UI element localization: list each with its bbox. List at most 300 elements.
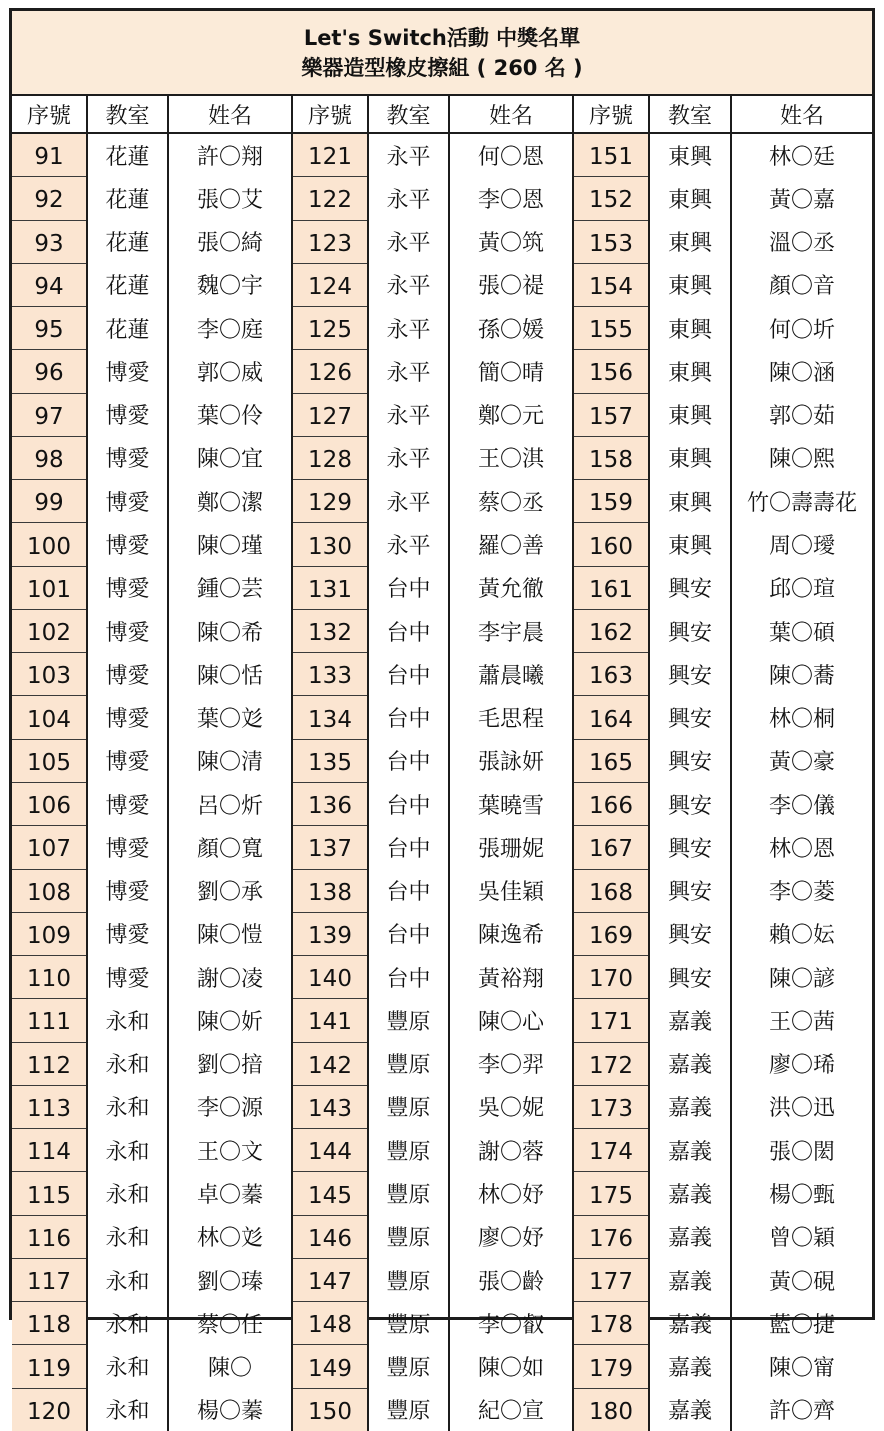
row-number: 174 <box>573 1129 649 1172</box>
row-winner-name: 李〇儀 <box>768 793 835 819</box>
row-classroom: 永平 <box>368 177 449 220</box>
row-classroom: 嘉義 <box>649 1258 731 1301</box>
row-classroom: 永和 <box>87 1085 168 1128</box>
table-row <box>12 220 872 263</box>
row-number: 151 <box>573 133 649 177</box>
row-number: 106 <box>12 782 87 825</box>
row-classroom: 永平 <box>368 436 449 479</box>
title-line-1: Let's Switch活動 中獎名單 <box>303 25 581 50</box>
row-classroom: 永和 <box>87 1129 168 1172</box>
table-row <box>12 956 872 999</box>
row-number: 136 <box>292 782 368 825</box>
row-classroom: 豐原 <box>368 1258 449 1301</box>
row-classroom: 興安 <box>649 782 731 825</box>
row-winner-name: 吳佳穎 <box>449 869 573 912</box>
row-classroom: 永平 <box>368 393 449 436</box>
row-number: 115 <box>12 1172 87 1215</box>
row-classroom: 台中 <box>368 653 449 696</box>
table-row <box>12 393 872 436</box>
row-winner-name: 竹〇壽壽花 <box>746 490 857 516</box>
row-classroom: 台中 <box>368 782 449 825</box>
row-winner-name: 蔡〇丞 <box>449 480 573 523</box>
row-classroom: 博愛 <box>87 696 168 739</box>
row-winner-name: 陳〇如 <box>449 1345 573 1388</box>
row-number: 124 <box>292 263 368 306</box>
row-classroom: 嘉義 <box>649 1302 731 1345</box>
table-row <box>12 1215 872 1258</box>
row-classroom: 興安 <box>649 609 731 652</box>
row-winner-name: 劉〇瑧 <box>168 1258 292 1301</box>
row-winner-name: 黃允徹 <box>449 566 573 609</box>
row-winner-name: 何〇恩 <box>449 133 573 177</box>
row-number: 166 <box>573 782 649 825</box>
table-row <box>12 1345 872 1388</box>
row-classroom: 東興 <box>649 263 731 306</box>
row-number: 147 <box>292 1258 368 1301</box>
table-body <box>12 133 872 1431</box>
row-classroom: 嘉義 <box>649 1388 731 1431</box>
row-classroom: 東興 <box>649 350 731 393</box>
title-band <box>12 11 872 96</box>
table-row <box>12 436 872 479</box>
row-winner-name: 郭〇威 <box>168 350 292 393</box>
row-number: 103 <box>12 653 87 696</box>
row-classroom: 豐原 <box>368 1042 449 1085</box>
table-row <box>12 480 872 523</box>
row-winner-name: 羅〇善 <box>449 523 573 566</box>
row-winner-name: 謝〇凌 <box>168 956 292 999</box>
winner-list-sheet <box>9 8 875 1425</box>
row-number: 178 <box>573 1302 649 1345</box>
row-number: 111 <box>12 999 87 1042</box>
row-number: 93 <box>12 220 87 263</box>
row-classroom: 博愛 <box>87 782 168 825</box>
row-winner-name: 鍾〇芸 <box>168 566 292 609</box>
row-winner-name: 葉曉雪 <box>449 782 573 825</box>
row-winner-name: 謝〇蓉 <box>449 1129 573 1172</box>
row-winner-name: 曾〇穎 <box>768 1226 835 1252</box>
header-name: 姓名 <box>731 96 872 133</box>
row-classroom: 博愛 <box>87 739 168 782</box>
row-number: 138 <box>292 869 368 912</box>
table-row <box>12 696 872 739</box>
row-number: 127 <box>292 393 368 436</box>
row-winner-name: 李宇晨 <box>449 609 573 652</box>
row-classroom: 豐原 <box>368 1085 449 1128</box>
row-classroom: 東興 <box>649 307 731 350</box>
row-number: 132 <box>292 609 368 652</box>
row-winner-name: 李〇源 <box>168 1085 292 1128</box>
row-classroom: 興安 <box>649 739 731 782</box>
row-number: 97 <box>12 393 87 436</box>
row-number: 104 <box>12 696 87 739</box>
row-classroom: 永和 <box>87 1042 168 1085</box>
row-number: 153 <box>573 220 649 263</box>
row-number: 108 <box>12 869 87 912</box>
table-row <box>12 1129 872 1172</box>
row-number: 171 <box>573 999 649 1042</box>
row-winner-name: 陳〇希 <box>168 609 292 652</box>
table-row <box>12 653 872 696</box>
row-winner-name: 林〇桐 <box>768 707 835 733</box>
row-winner-name: 陳〇清 <box>168 739 292 782</box>
row-winner-name: 葉〇彣 <box>168 696 292 739</box>
table-row <box>12 739 872 782</box>
row-winner-name: 王〇茜 <box>768 1009 835 1035</box>
row-classroom: 嘉義 <box>649 1345 731 1388</box>
row-classroom: 東興 <box>649 133 731 177</box>
row-number: 114 <box>12 1129 87 1172</box>
row-classroom: 台中 <box>368 826 449 869</box>
row-winner-name: 溫〇丞 <box>768 231 835 257</box>
row-classroom: 永平 <box>368 523 449 566</box>
row-classroom: 豐原 <box>368 999 449 1042</box>
row-number: 99 <box>12 480 87 523</box>
row-winner-name: 楊〇甄 <box>768 1183 835 1208</box>
row-winner-name: 李〇羿 <box>449 1042 573 1085</box>
row-winner-name: 陳〇涵 <box>768 360 835 386</box>
row-classroom: 豐原 <box>368 1388 449 1431</box>
row-number: 119 <box>12 1345 87 1388</box>
header-number: 序號 <box>12 96 87 133</box>
row-number: 142 <box>292 1042 368 1085</box>
row-winner-name: 陳〇心 <box>449 999 573 1042</box>
row-winner-name: 黃〇硯 <box>768 1269 835 1295</box>
table-row <box>12 1172 872 1215</box>
row-winner-name: 張〇艾 <box>168 177 292 220</box>
row-winner-name: 陳〇妡 <box>168 999 292 1042</box>
table-row <box>12 782 872 825</box>
row-classroom: 博愛 <box>87 350 168 393</box>
row-number: 129 <box>292 480 368 523</box>
row-classroom: 台中 <box>368 696 449 739</box>
row-classroom: 台中 <box>368 739 449 782</box>
table-row <box>12 350 872 393</box>
table-row <box>12 263 872 306</box>
row-winner-name: 林〇恩 <box>768 836 835 862</box>
row-number: 144 <box>292 1129 368 1172</box>
row-classroom: 永平 <box>368 350 449 393</box>
table-row <box>12 609 872 652</box>
row-winner-name: 陳〇瑾 <box>168 523 292 566</box>
row-winner-name: 陳〇 <box>168 1345 292 1388</box>
row-number: 94 <box>12 263 87 306</box>
row-number: 120 <box>12 1388 87 1431</box>
row-number: 150 <box>292 1388 368 1431</box>
table-row <box>12 1388 872 1431</box>
row-winner-name: 紀〇宣 <box>449 1388 573 1431</box>
row-winner-name: 陳〇恬 <box>168 653 292 696</box>
row-number: 143 <box>292 1085 368 1128</box>
row-winner-name: 許〇翔 <box>168 133 292 177</box>
table-row <box>12 566 872 609</box>
row-classroom: 博愛 <box>87 826 168 869</box>
row-classroom: 台中 <box>368 956 449 999</box>
header-number: 序號 <box>292 96 368 133</box>
row-classroom: 東興 <box>649 523 731 566</box>
row-number: 123 <box>292 220 368 263</box>
row-winner-name: 郭〇茹 <box>768 404 835 430</box>
row-classroom: 興安 <box>649 696 731 739</box>
row-classroom: 博愛 <box>87 653 168 696</box>
row-classroom: 興安 <box>649 653 731 696</box>
row-winner-name: 黃〇筑 <box>449 220 573 263</box>
row-winner-name: 李〇庭 <box>168 307 292 350</box>
row-winner-name: 藍〇捷 <box>768 1312 835 1338</box>
row-classroom: 博愛 <box>87 393 168 436</box>
row-winner-name: 張〇閎 <box>768 1139 835 1165</box>
row-classroom: 台中 <box>368 609 449 652</box>
row-number: 95 <box>12 307 87 350</box>
row-number: 98 <box>12 436 87 479</box>
row-winner-name: 王〇淇 <box>449 436 573 479</box>
row-classroom: 博愛 <box>87 566 168 609</box>
row-classroom: 博愛 <box>87 956 168 999</box>
row-number: 91 <box>12 133 87 177</box>
row-number: 170 <box>573 956 649 999</box>
row-number: 137 <box>292 826 368 869</box>
table-row <box>12 999 872 1042</box>
row-classroom: 永和 <box>87 1345 168 1388</box>
row-winner-name: 魏〇宇 <box>168 263 292 306</box>
row-number: 159 <box>573 480 649 523</box>
row-number: 177 <box>573 1258 649 1301</box>
row-classroom: 嘉義 <box>649 1129 731 1172</box>
row-winner-name: 陳〇熙 <box>768 447 835 473</box>
header-row <box>12 96 872 133</box>
row-number: 133 <box>292 653 368 696</box>
row-classroom: 永平 <box>368 220 449 263</box>
row-number: 130 <box>292 523 368 566</box>
row-winner-name: 黃裕翔 <box>449 956 573 999</box>
row-number: 140 <box>292 956 368 999</box>
row-number: 152 <box>573 177 649 220</box>
row-number: 101 <box>12 566 87 609</box>
row-classroom: 花蓮 <box>87 177 168 220</box>
row-classroom: 永和 <box>87 1258 168 1301</box>
row-classroom: 永平 <box>368 133 449 177</box>
row-number: 179 <box>573 1345 649 1388</box>
row-number: 148 <box>292 1302 368 1345</box>
row-winner-name: 林〇廷 <box>768 144 835 170</box>
row-classroom: 豐原 <box>368 1172 449 1215</box>
row-classroom: 花蓮 <box>87 263 168 306</box>
row-number: 176 <box>573 1215 649 1258</box>
row-number: 155 <box>573 307 649 350</box>
row-number: 165 <box>573 739 649 782</box>
row-winner-name: 廖〇琋 <box>768 1053 835 1079</box>
row-number: 109 <box>12 912 87 955</box>
row-winner-name: 陳〇蕎 <box>768 663 835 689</box>
row-winner-name: 廖〇妤 <box>449 1215 573 1258</box>
row-winner-name: 張〇綺 <box>168 220 292 263</box>
row-winner-name: 張詠妍 <box>449 739 573 782</box>
row-winner-name: 何〇圻 <box>768 317 835 343</box>
row-number: 139 <box>292 912 368 955</box>
row-classroom: 嘉義 <box>649 999 731 1042</box>
row-classroom: 嘉義 <box>649 1215 731 1258</box>
row-winner-name: 黃〇嘉 <box>768 187 835 213</box>
row-number: 112 <box>12 1042 87 1085</box>
row-winner-name: 吳〇妮 <box>449 1085 573 1128</box>
row-classroom: 台中 <box>368 869 449 912</box>
table-row <box>12 869 872 912</box>
row-number: 126 <box>292 350 368 393</box>
row-winner-name: 張〇齡 <box>449 1258 573 1301</box>
row-winner-name: 李〇恩 <box>449 177 573 220</box>
row-classroom: 永和 <box>87 1215 168 1258</box>
header-name: 姓名 <box>449 96 573 133</box>
row-winner-name: 顏〇音 <box>768 274 835 300</box>
header-name: 姓名 <box>168 96 292 133</box>
row-number: 157 <box>573 393 649 436</box>
row-classroom: 博愛 <box>87 436 168 479</box>
row-classroom: 豐原 <box>368 1302 449 1345</box>
row-classroom: 台中 <box>368 566 449 609</box>
row-winner-name: 林〇妤 <box>449 1172 573 1215</box>
row-classroom: 花蓮 <box>87 307 168 350</box>
row-number: 173 <box>573 1085 649 1128</box>
row-number: 145 <box>292 1172 368 1215</box>
title-line-2: 樂器造型橡皮擦組 ( 260 名 ) <box>301 55 583 80</box>
table-row <box>12 826 872 869</box>
row-number: 168 <box>573 869 649 912</box>
row-number: 113 <box>12 1085 87 1128</box>
row-classroom: 興安 <box>649 912 731 955</box>
row-number: 131 <box>292 566 368 609</box>
table-row <box>12 912 872 955</box>
row-number: 161 <box>573 566 649 609</box>
row-winner-name: 李〇叡 <box>449 1302 573 1345</box>
row-number: 141 <box>292 999 368 1042</box>
row-classroom: 興安 <box>649 566 731 609</box>
table-row <box>12 177 872 220</box>
row-winner-name: 鄭〇潔 <box>168 480 292 523</box>
row-classroom: 永和 <box>87 1172 168 1215</box>
row-winner-name: 賴〇妘 <box>768 923 835 949</box>
row-winner-name: 邱〇瑄 <box>768 577 835 603</box>
row-number: 116 <box>12 1215 87 1258</box>
row-winner-name: 陳逸希 <box>449 912 573 955</box>
row-number: 122 <box>292 177 368 220</box>
header-classroom: 教室 <box>649 96 731 133</box>
row-winner-name: 許〇齊 <box>768 1399 835 1425</box>
row-number: 128 <box>292 436 368 479</box>
row-winner-name: 毛思程 <box>449 696 573 739</box>
row-winner-name: 林〇彣 <box>168 1215 292 1258</box>
row-classroom: 嘉義 <box>649 1042 731 1085</box>
header-classroom: 教室 <box>87 96 168 133</box>
row-classroom: 永和 <box>87 1302 168 1345</box>
row-classroom: 花蓮 <box>87 133 168 177</box>
row-number: 180 <box>573 1388 649 1431</box>
row-number: 102 <box>12 609 87 652</box>
row-winner-name: 顏〇寬 <box>168 826 292 869</box>
row-classroom: 永和 <box>87 999 168 1042</box>
row-winner-name: 鄭〇元 <box>449 393 573 436</box>
header-classroom: 教室 <box>368 96 449 133</box>
row-classroom: 永平 <box>368 263 449 306</box>
row-winner-name: 張〇禔 <box>449 263 573 306</box>
table-row <box>12 1042 872 1085</box>
row-number: 134 <box>292 696 368 739</box>
row-winner-name: 孫〇媛 <box>449 307 573 350</box>
row-number: 164 <box>573 696 649 739</box>
row-number: 100 <box>12 523 87 566</box>
row-classroom: 東興 <box>649 480 731 523</box>
row-classroom: 東興 <box>649 393 731 436</box>
row-classroom: 嘉義 <box>649 1172 731 1215</box>
row-classroom: 博愛 <box>87 869 168 912</box>
row-number: 149 <box>292 1345 368 1388</box>
row-classroom: 博愛 <box>87 480 168 523</box>
row-winner-name: 葉〇伶 <box>168 393 292 436</box>
row-winner-name: 張珊妮 <box>449 826 573 869</box>
row-number: 163 <box>573 653 649 696</box>
row-number: 92 <box>12 177 87 220</box>
table-row <box>12 1302 872 1345</box>
row-number: 107 <box>12 826 87 869</box>
row-classroom: 興安 <box>649 869 731 912</box>
row-number: 160 <box>573 523 649 566</box>
row-classroom: 花蓮 <box>87 220 168 263</box>
row-winner-name: 卓〇蓁 <box>168 1172 292 1215</box>
row-classroom: 豐原 <box>368 1215 449 1258</box>
row-winner-name: 簡〇晴 <box>449 350 573 393</box>
row-winner-name: 劉〇揞 <box>168 1042 292 1085</box>
row-number: 175 <box>573 1172 649 1215</box>
row-winner-name: 葉〇碩 <box>768 620 835 646</box>
row-number: 158 <box>573 436 649 479</box>
row-classroom: 永平 <box>368 307 449 350</box>
row-winner-name: 洪〇迅 <box>768 1096 835 1122</box>
row-winner-name: 蕭晨曦 <box>449 653 573 696</box>
table-row <box>12 1258 872 1301</box>
row-winner-name: 劉〇承 <box>168 869 292 912</box>
row-number: 117 <box>12 1258 87 1301</box>
row-number: 125 <box>292 307 368 350</box>
row-classroom: 嘉義 <box>649 1085 731 1128</box>
row-winner-name: 蔡〇任 <box>168 1302 292 1345</box>
row-number: 135 <box>292 739 368 782</box>
row-classroom: 台中 <box>368 912 449 955</box>
row-number: 154 <box>573 263 649 306</box>
row-winner-name: 黃〇豪 <box>768 750 835 776</box>
row-winner-name: 呂〇炘 <box>168 782 292 825</box>
row-winner-name: 周〇璦 <box>768 534 835 560</box>
row-classroom: 東興 <box>649 436 731 479</box>
row-number: 118 <box>12 1302 87 1345</box>
row-winner-name: 楊〇蓁 <box>168 1388 292 1431</box>
row-number: 105 <box>12 739 87 782</box>
header-number: 序號 <box>573 96 649 133</box>
row-classroom: 豐原 <box>368 1129 449 1172</box>
row-number: 169 <box>573 912 649 955</box>
row-number: 162 <box>573 609 649 652</box>
row-classroom: 永和 <box>87 1388 168 1431</box>
row-number: 96 <box>12 350 87 393</box>
row-winner-name: 陳〇諺 <box>768 966 835 992</box>
winner-table <box>12 96 872 1431</box>
table-row <box>12 1085 872 1128</box>
row-classroom: 東興 <box>649 220 731 263</box>
row-number: 167 <box>573 826 649 869</box>
row-winner-name: 李〇菱 <box>768 880 835 906</box>
row-number: 156 <box>573 350 649 393</box>
row-classroom: 豐原 <box>368 1345 449 1388</box>
table-row <box>12 133 872 177</box>
row-number: 110 <box>12 956 87 999</box>
